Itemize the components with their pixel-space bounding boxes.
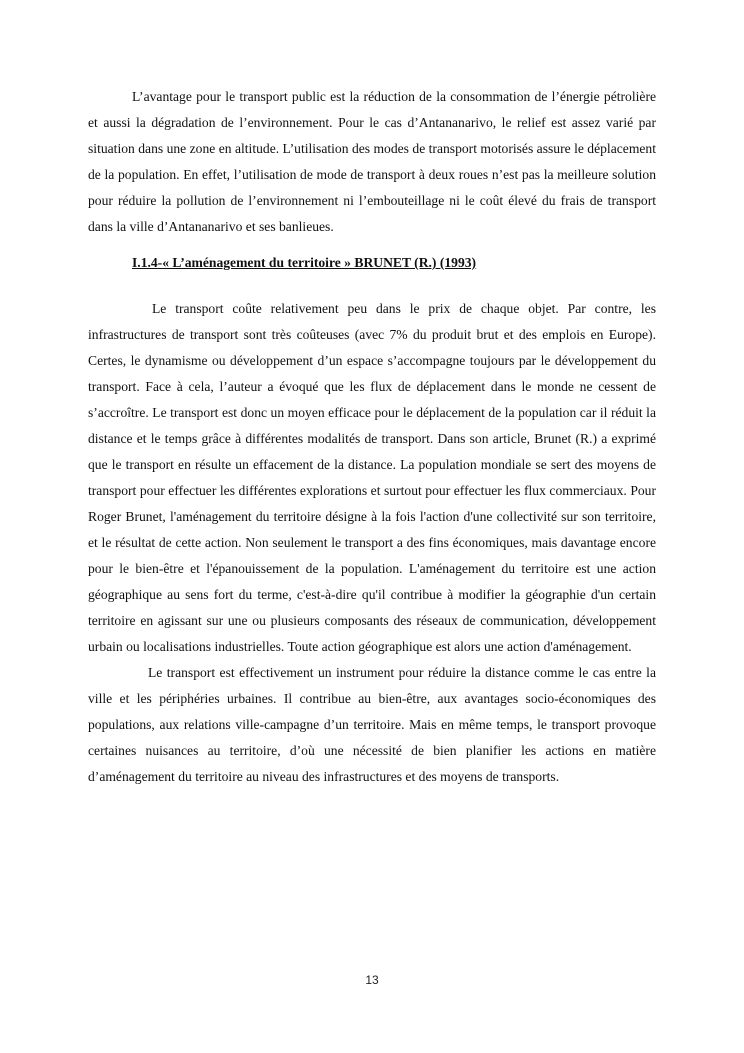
page-number: 13 xyxy=(365,973,379,987)
paragraph-transport-distance: Le transport est effectivement un instrument pour réduire la distance comme le cas entre la ville et les périphéries urbaines. Il contribue au bien-être, aux avantages socio-économiques des populations, aux relations ville-campagne d’un territoire. Mais en même temps, le transport provoque certaines nuisances au territoire, d’où une nécessité de bien planifier les actions en matière d’aménagement du territoire au niveau des infrastructures et des moyens de transports. xyxy=(88,665,656,784)
document-page xyxy=(88,84,656,790)
paragraph-transport-public: L’avantage pour le transport public est la réduction de la consommation de l’énergie pétrolière et aussi la dégradation de l’environnement. Pour le cas d’Antananarivo, le relief est assez varié par situation dans une zone en altitude. L’utilisation des modes de transport motorisés assure le déplacement de la population. En effet, l’utilisation de mode de transport à deux roues n’est pas la meilleure solution pour réduire la pollution de l’environnement ni l’embouteillage ni le coût élevé du frais de transport dans la ville d’Antananarivo et ses banlieues. xyxy=(88,89,656,234)
section-heading: I.1.4-« L’aménagement du territoire » BRUNET (R.) (1993) xyxy=(132,255,477,270)
spacer xyxy=(88,286,656,296)
paragraph-brunet: Le transport coûte relativement peu dans le prix de chaque objet. Par contre, les infrastructures de transport sont très coûteuses (avec 7% du produit brut et des emplois en Europe). Certes, le dynamisme ou développement d’un espace s’accompagne toujours par le développement du transport. Face à cela, l’auteur a évoqué que les flux de déplacement dans le monde ne cessent de s’accroître. Le transport est donc un moyen efficace pour le déplacement de la population car il réduit la distance et le temps grâce à différentes modalités de transport. Dans son article, Brunet (R.) a exprimé que le transport en résulte un effacement de la distance. La population mondiale se sert des moyens de transport pour effectuer les différentes explorations et surtout pour effectuer les flux commerciaux. Pour Roger Brunet, l'aménagement du territoire désigne à la fois l'action d'une collectivité sur son territoire, et le résultat de cette action. Non seulement le transport a des fins économiques, mais davantage encore pour le bien-être et l'épanouissement de la population. L'aménagement du territoire est une action géographique au sens fort du terme, c'est-à-dire qu'il contribue à modifier la géographie d'un certain territoire en agissant sur une ou plusieurs composants des réseaux de communication, développement urbain ou localisations industrielles. Toute action géographique est alors une action d'aménagement. xyxy=(88,301,656,654)
